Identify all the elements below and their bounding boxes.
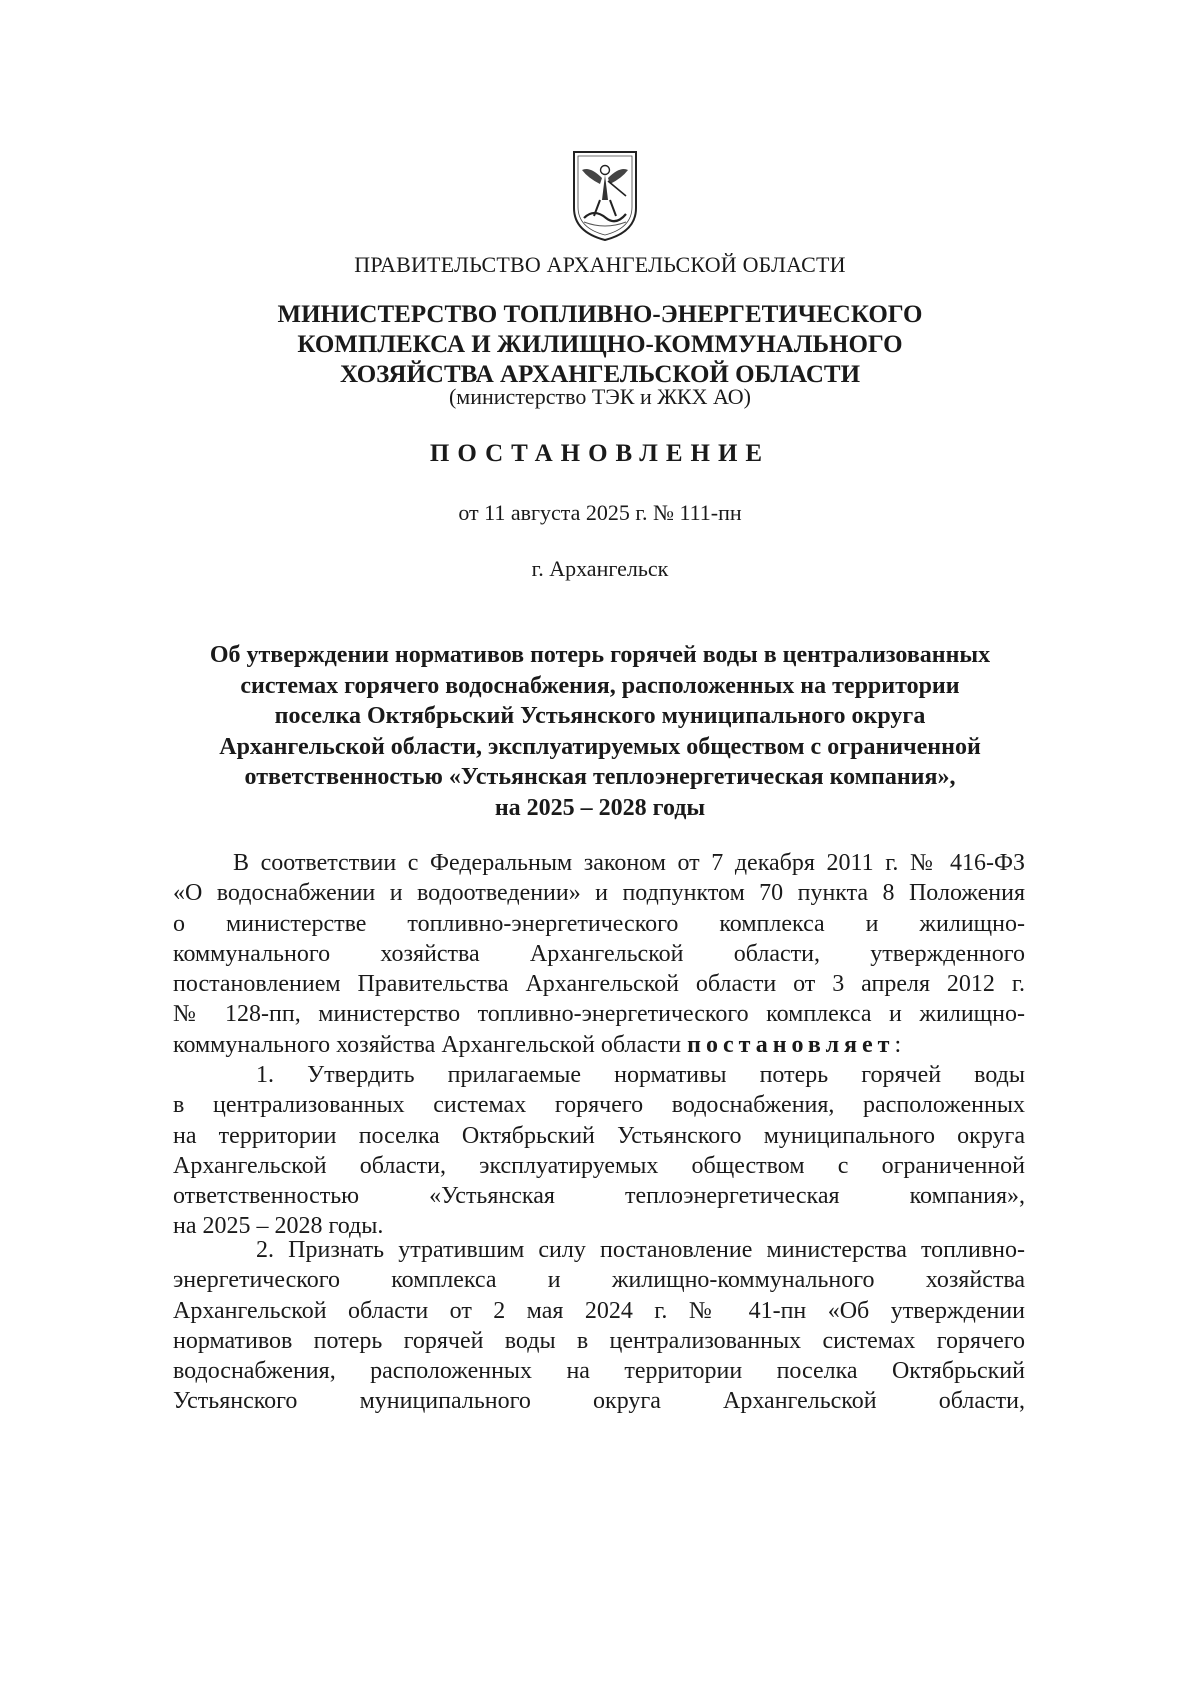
preamble-line — [173, 1030, 1025, 1060]
item-2-line: энергетического комплекса и жилищно-коммунального хозяйства — [173, 1267, 1025, 1294]
preamble-line: постановлением Правительства Архангельской области от 3 апреля 2012 г. — [173, 971, 1025, 998]
preamble-paragraph — [173, 848, 1025, 1060]
title-line: поселка Октябрьский Устьянского муниципального округа — [274, 703, 926, 729]
title-line: Об утверждении нормативов потерь горячей воды в централизованных — [209, 642, 991, 668]
item-2-line: Архангельской области от 2 мая 2024 г. № 41-пн «Об утверждении — [173, 1297, 1025, 1324]
item-1-line: 1. Утвердить прилагаемые нормативы потерь горячей воды — [256, 1062, 1025, 1088]
document-city: г. Архангельск — [531, 556, 669, 581]
preamble-line: № 128-пп, министерство топливно-энергетического комплекса и жилищно- — [173, 1001, 1025, 1028]
item-2-line: водоснабжения, расположенных на территории поселка Октябрьский — [173, 1358, 1025, 1385]
item-2-paragraph — [173, 1235, 1025, 1417]
document-date-number: от 11 августа 2025 г. № 111-пн — [458, 500, 742, 525]
preamble-line: о министерстве топливно-энергетического комплекса и жилищно- — [173, 910, 1025, 937]
title-line: на 2025 – 2028 годы — [494, 794, 706, 821]
ministry-line: МИНИСТЕРСТВО ТОПЛИВНО-ЭНЕРГЕТИЧЕСКОГО — [277, 301, 923, 328]
item-1-line: Архангельской области, эксплуатируемых обществом с ограниченной — [173, 1152, 1025, 1179]
preamble-line: коммунального хозяйства Архангельской области, утвержденного — [173, 940, 1025, 967]
decree-colon: : — [894, 1031, 902, 1058]
ministry-line: ХОЗЯЙСТВА АРХАНГЕЛЬСКОЙ ОБЛАСТИ — [339, 361, 861, 388]
item-1-paragraph — [173, 1060, 1025, 1242]
preamble-last-text: коммунального хозяйства Архангельской области — [173, 1031, 682, 1058]
item-1-line: на территории поселка Октябрьский Устьянского муниципального округа — [173, 1122, 1025, 1149]
title-line: системах горячего водоснабжения, расположенных на территории — [240, 672, 960, 699]
ministry-name — [0, 300, 1200, 390]
title-line: Архангельской области, эксплуатируемых обществом с ограниченной — [219, 733, 981, 760]
item-1-line: ответственностью «Устьянская теплоэнергетическая компания», — [173, 1183, 1025, 1210]
document-title — [0, 640, 1200, 823]
coat-of-arms-icon — [570, 148, 640, 243]
document-type: ПОСТАНОВЛЕНИЕ — [429, 440, 771, 467]
ministry-line: КОМПЛЕКСА И ЖИЛИЩНО-КОММУНАЛЬНОГО — [297, 331, 903, 358]
item-2-line: 2. Признать утратившим силу постановление министерства топливно- — [256, 1237, 1025, 1263]
item-1-line: на 2025 – 2028 годы. — [173, 1213, 384, 1240]
ministry-abbreviation: (министерство ТЭК и ЖКХ АО) — [448, 384, 752, 409]
item-1-line: в централизованных системах горячего водоснабжения, расположенных — [173, 1092, 1025, 1119]
government-name: ПРАВИТЕЛЬСТВО АРХАНГЕЛЬСКОЙ ОБЛАСТИ — [354, 252, 846, 277]
item-2-line: Устьянского муниципального округа Архангельской области, — [173, 1388, 1025, 1415]
item-2-line: нормативов потерь горячей воды в централизованных системах горячего — [173, 1327, 1025, 1354]
decree-word: постановляет — [687, 1031, 895, 1058]
preamble-line: «О водоснабжении и водоотведении» и подпунктом 70 пункта 8 Положения — [173, 880, 1025, 907]
title-line: ответственностью «Устьянская теплоэнергетическая компания», — [244, 764, 956, 790]
preamble-line: В соответствии с Федеральным законом от 7 декабря 2011 г. № 416-ФЗ — [233, 850, 1025, 876]
